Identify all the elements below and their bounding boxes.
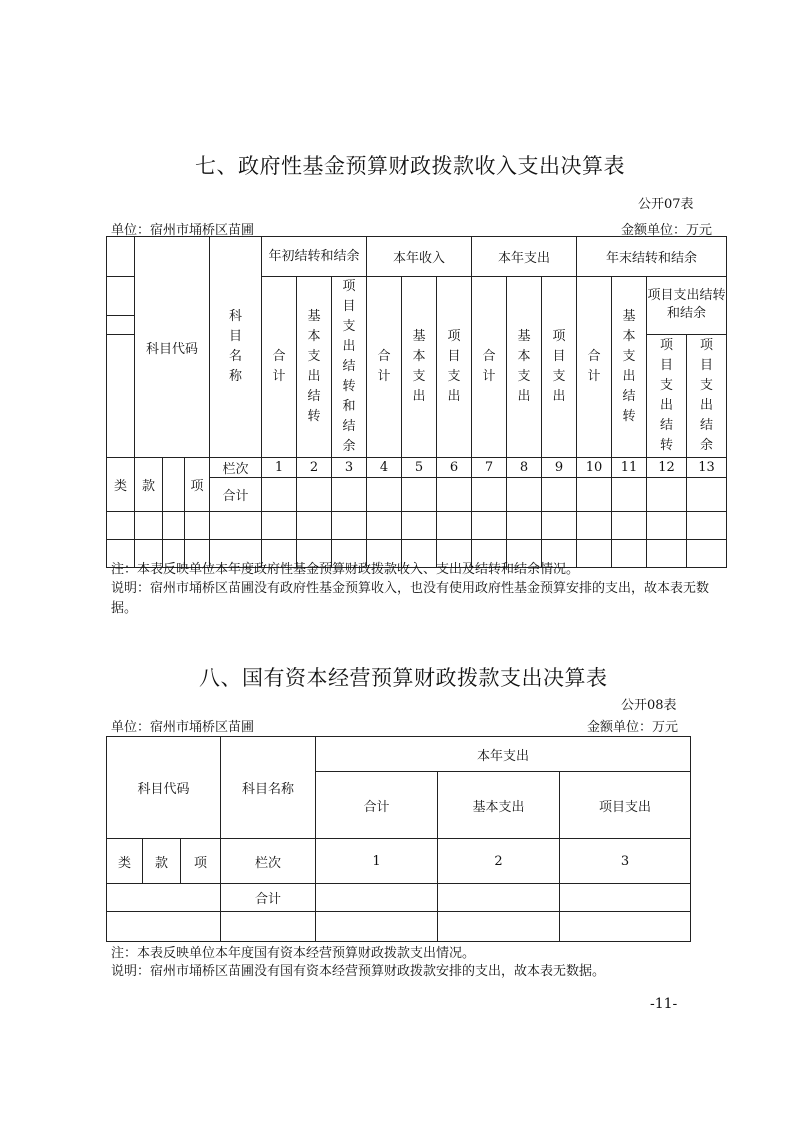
subject-code-header: 科目代码 (135, 237, 210, 458)
current-income-header: 本年收入 (367, 237, 472, 277)
start-project-header: 项目支出结转和结余 (332, 277, 367, 458)
heji-label: 合计 (221, 884, 316, 912)
table-cell (647, 512, 687, 540)
col-number: 11 (612, 458, 647, 478)
table-cell (612, 512, 647, 540)
table-cell (438, 884, 560, 912)
expense-total-header: 合计 (472, 277, 507, 458)
lanci-label: 栏次 (210, 458, 262, 478)
corner-cell (107, 334, 135, 457)
col-number: 8 (507, 458, 542, 478)
table-cell (316, 884, 438, 912)
corner-cell (107, 315, 135, 334)
table-cell (577, 512, 612, 540)
table-cell (402, 512, 437, 540)
col-number: 3 (560, 839, 691, 884)
table-cell (367, 512, 402, 540)
table-cell (437, 478, 472, 512)
col-number: 13 (687, 458, 727, 478)
table-cell (437, 512, 472, 540)
start-balance-header: 年初结转和结余 (262, 237, 367, 277)
col-number: 6 (437, 458, 472, 478)
table-cell (135, 512, 163, 540)
section7-unit-label: 单位：宿州市埇桥区苗圃 (111, 223, 255, 238)
col-number: 9 (542, 458, 577, 478)
table-cell (221, 912, 316, 942)
end-project-header: 项目支出结转和结余 (647, 277, 727, 335)
table-cell (560, 884, 691, 912)
section8-unit-label: 单位：宿州市埇桥区苗圃 (111, 720, 255, 735)
expense-basic-header: 基本支出 (507, 277, 542, 458)
kuan-label: 款 (143, 839, 181, 884)
table-cell (262, 512, 297, 540)
section7-title: 七、政府性基金预算财政拨款收入支出决算表 (195, 154, 625, 178)
col-number: 2 (297, 458, 332, 478)
basic-expense-header: 基本支出 (438, 772, 560, 839)
table-cell (577, 478, 612, 512)
table-cell (687, 478, 727, 512)
col-number: 7 (472, 458, 507, 478)
table-cell (367, 478, 402, 512)
subject-name-header: 科目名称 (221, 737, 316, 839)
lei-label: 类 (107, 458, 135, 512)
section7-table (106, 236, 727, 568)
table-cell (163, 512, 185, 540)
table-cell (612, 478, 647, 512)
end-project-surplus-header: 项目支出结余 (687, 334, 727, 457)
page-number: -11- (650, 996, 678, 1012)
table-cell (107, 512, 135, 540)
section8-amount-unit: 金额单位：万元 (587, 720, 679, 735)
table-cell (332, 512, 367, 540)
current-expense-header: 本年支出 (472, 237, 577, 277)
section7-note: 注：本表反映单位本年度政府性基金预算财政拨款收入、支出及结转和结余情况。 (111, 562, 580, 577)
income-project-header: 项目支出 (437, 277, 472, 458)
end-total-header: 合计 (577, 277, 612, 458)
table-cell (316, 912, 438, 942)
end-balance-header: 年末结转和结余 (577, 237, 727, 277)
table-cell (332, 478, 367, 512)
table-cell (107, 912, 221, 942)
corner-cell (107, 237, 135, 277)
income-basic-header: 基本支出 (402, 277, 437, 458)
xiang-label: 项 (181, 839, 221, 884)
section8-note: 注：本表反映单位本年度国有资本经营预算财政拨款支出情况。 (111, 946, 476, 961)
table-cell (472, 478, 507, 512)
expense-project-header: 项目支出 (542, 277, 577, 458)
xiang-label: 项 (185, 458, 210, 512)
col-number: 1 (316, 839, 438, 884)
table-cell (507, 512, 542, 540)
start-basic-header: 基本支出结转 (297, 277, 332, 458)
table-cell (647, 478, 687, 512)
heji-label: 合计 (210, 478, 262, 512)
table-cell (687, 512, 727, 540)
current-expense-header: 本年支出 (316, 737, 691, 772)
table-cell (507, 478, 542, 512)
col-number: 2 (438, 839, 560, 884)
table-cell (542, 512, 577, 540)
section7-explain: 说明：宿州市埇桥区苗圃没有政府性基金预算收入，也没有使用政府性基金预算安排的支出，故本表无数据。 (111, 581, 710, 616)
table-cell (297, 478, 332, 512)
project-expense-header: 项目支出 (560, 772, 691, 839)
table-cell (402, 478, 437, 512)
col-number: 4 (367, 458, 402, 478)
total-header: 合计 (316, 772, 438, 839)
col-number: 10 (577, 458, 612, 478)
kuan-label: 款 (135, 458, 163, 512)
section8-title: 八、国有资本经营预算财政拨款支出决算表 (199, 666, 608, 690)
col-number: 12 (647, 458, 687, 478)
col-number: 3 (332, 458, 367, 478)
section8-form-no: 公开08表 (621, 698, 677, 713)
end-project-carry-header: 项目支出结转 (647, 334, 687, 457)
corner-cell (107, 277, 135, 316)
section8-table (106, 736, 691, 942)
table-cell (560, 912, 691, 942)
subject-name-header: 科目名称 (210, 237, 262, 458)
table-cell (542, 478, 577, 512)
section8-explain: 说明：宿州市埇桥区苗圃没有国有资本经营预算财政拨款安排的支出，故本表无数据。 (111, 964, 606, 979)
section7-form-no: 公开07表 (638, 197, 694, 212)
blank-cell (163, 458, 185, 512)
end-basic-header: 基本支出结转 (612, 277, 647, 458)
lei-label: 类 (107, 839, 143, 884)
table-cell (107, 884, 221, 912)
subject-code-header: 科目代码 (107, 737, 221, 839)
table-cell (472, 512, 507, 540)
table-cell (262, 478, 297, 512)
table-cell (185, 512, 210, 540)
table-cell (297, 512, 332, 540)
table-cell (438, 912, 560, 942)
section7-amount-unit: 金额单位：万元 (621, 223, 713, 238)
col-number: 5 (402, 458, 437, 478)
income-total-header: 合计 (367, 277, 402, 458)
col-number: 1 (262, 458, 297, 478)
table-cell (210, 512, 262, 540)
start-total-header: 合计 (262, 277, 297, 458)
lanci-label: 栏次 (221, 839, 316, 884)
